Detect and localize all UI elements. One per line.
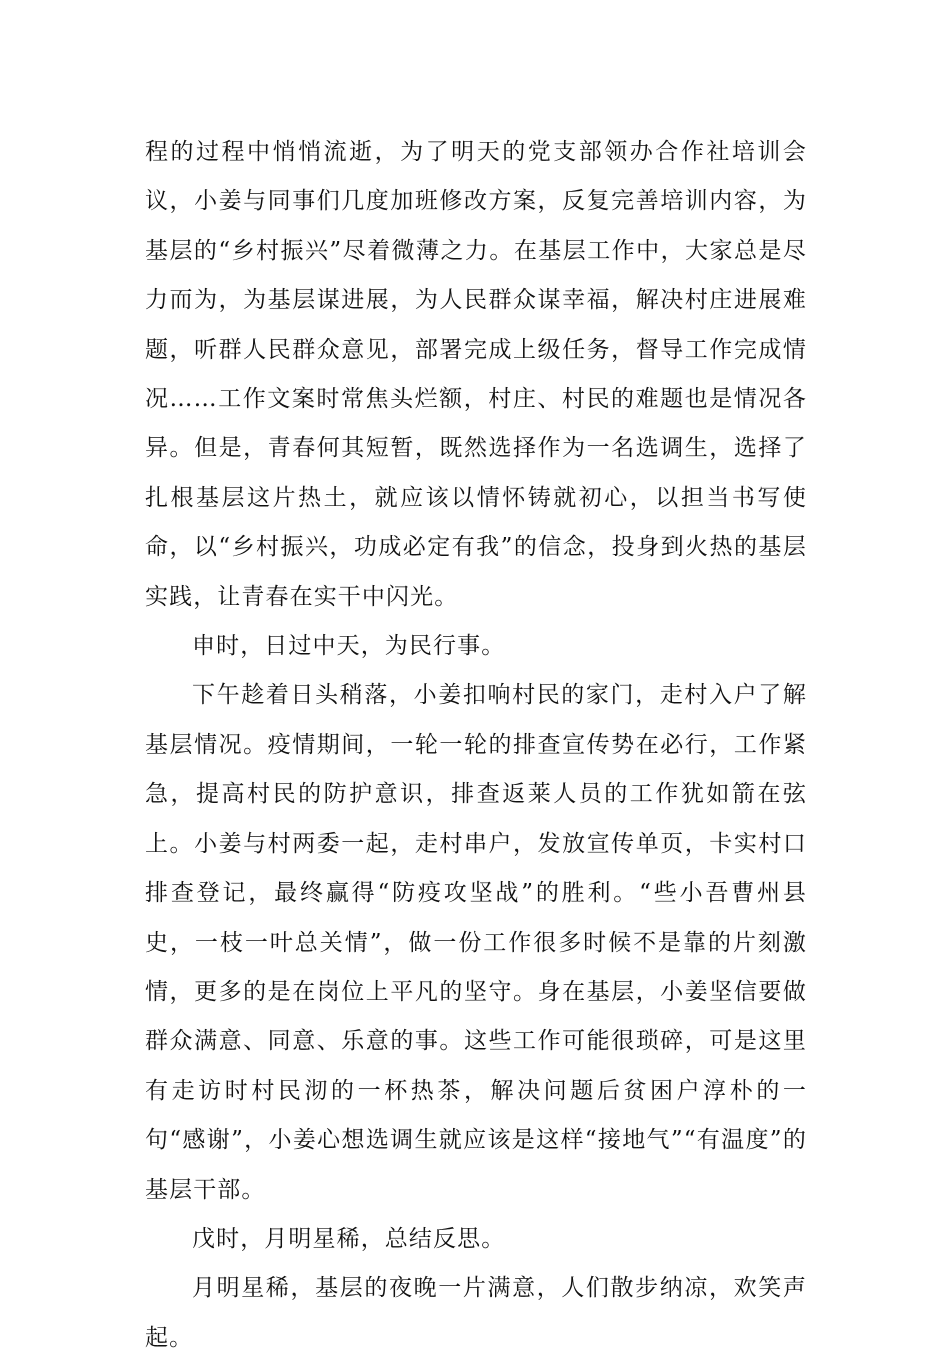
- paragraph-afternoon-visits: 下午趁着日头稍落，小姜扣响村民的家门，走村入户了解基层情况。疫情期间，一轮一轮的排查宣传势在必行，工作紧急，提高村民的防护意识，排查返莱人员的工作犹如箭在弦上。小姜与村两委一起，走村串户，发放宣传单页，卡实村口排查登记，最终赢得“防疫攻坚战”的胜利。“些小吾曹州县史，一枝一叶总关情”，做一份工作很多时候不是靠的片刻激情，更多的是在岗位上平凡的坚守。身在基层，小姜坚信要做群众满意、同意、乐意的事。这些工作可能很琐碎，可是这里有走访时村民沏的一杯热茶，解决问题后贫困户淳朴的一句“感谢”，小姜心想选调生就应该是这样“接地气”“有温度”的基层干部。: [145, 682, 807, 1203]
- paragraph-shenshi-heading: 申时，日过中天，为民行事。: [192, 633, 506, 660]
- paragraph-continuation: 程的过程中悄悄流逝，为了明天的党支部领办合作社培训会议，小姜与同事们几度加班修改方案，反复完善培训内容，为基层的“乡村振兴”尽着微薄之力。在基层工作中，大家总是尽力而为，为基层谋进展，为人民群众谋幸福，解决村庄进展难题，听群人民群众意见，部署完成上级任务，督导工作完成情况……工作文案时常焦头烂额，村庄、村民的难题也是情况各异。但是，青春何其短暂，既然选择作为一名选调生，选择了扎根基层这片热土，就应该以情怀铸就初心，以担当书写使命，以“乡村振兴，功成必定有我”的信念，投身到火热的基层实践，让青春在实干中闪光。: [145, 139, 807, 610]
- paragraph-xushi-heading: 戊时，月明星稀，总结反思。: [192, 1225, 506, 1252]
- paragraph-evening: 月明星稀，基层的夜晚一片满意，人们散步纳凉，欢笑声起。: [145, 1275, 807, 1351]
- body-text: [145, 128, 807, 1363]
